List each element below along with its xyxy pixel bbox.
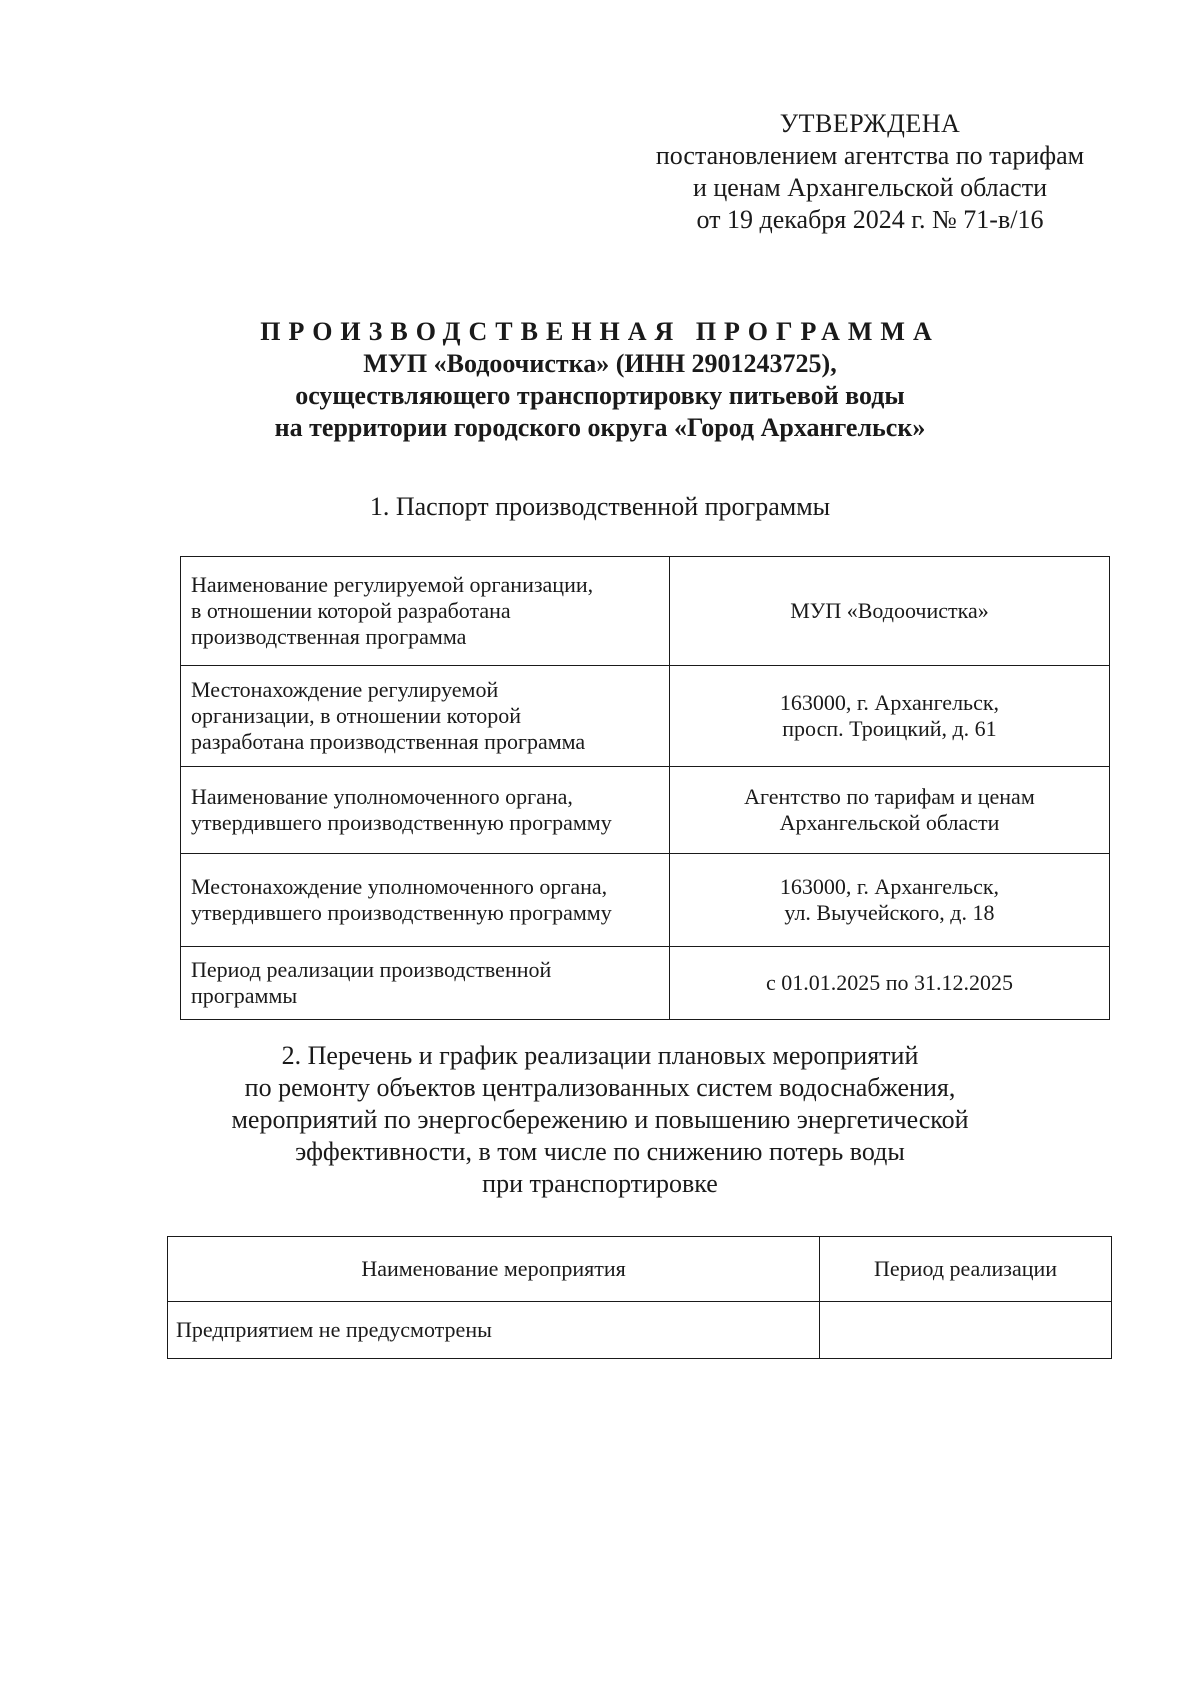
table-row: [181, 854, 1110, 947]
passport-label: [181, 557, 670, 666]
column-header-period: Период реализации: [820, 1237, 1112, 1302]
passport-label-line: Местонахождение уполномоченного органа,: [191, 874, 608, 899]
approval-stamp: [640, 108, 1100, 236]
passport-value-line: просп. Троицкий, д. 61: [782, 716, 997, 741]
passport-label-line: программы: [191, 983, 298, 1008]
section2-heading-line: мероприятий по энергосбережению и повышению энергетической: [231, 1105, 969, 1134]
passport-value-line: 163000, г. Архангельск,: [779, 690, 1000, 715]
passport-label-line: в отношении которой разработана: [191, 598, 511, 623]
passport-label-line: утвердившего производственную программу: [191, 900, 612, 925]
passport-value-line: МУП «Водоочистка»: [790, 598, 989, 623]
passport-label-line: организации, в отношении которой: [191, 703, 521, 728]
column-header-event-name: Наименование мероприятия: [168, 1237, 820, 1302]
table-header-row: [168, 1237, 1112, 1302]
document-title: [150, 316, 1050, 444]
passport-value: [669, 557, 1109, 666]
passport-label-line: Наименование регулируемой организации,: [191, 572, 594, 597]
passport-value-line: с 01.01.2025 по 31.12.2025: [765, 970, 1013, 995]
passport-label-line: Наименование уполномоченного органа,: [191, 784, 573, 809]
passport-value: [669, 767, 1109, 854]
title-activity: осуществляющего транспортировку питьевой воды: [295, 381, 905, 410]
passport-value-line: Архангельской области: [779, 810, 1000, 835]
section2-heading-line: по ремонту объектов централизованных систем водоснабжения,: [244, 1073, 956, 1102]
passport-value-line: Агентство по тарифам и ценам: [744, 784, 1035, 809]
table-row: [181, 557, 1110, 666]
event-period-cell: [820, 1302, 1112, 1359]
events-table: [167, 1236, 1112, 1359]
title-territory: на территории городского округа «Город Архангельск»: [274, 413, 926, 442]
event-name-cell: Предприятием не предусмотрены: [168, 1302, 820, 1359]
section1-heading: 1. Паспорт производственной программы: [369, 492, 831, 521]
passport-label-line: разработана производственная программа: [191, 729, 586, 754]
passport-label: [181, 666, 670, 767]
passport-label: [181, 947, 670, 1020]
passport-value: [669, 947, 1109, 1020]
passport-value: [669, 854, 1109, 947]
passport-label-line: Местонахождение регулируемой: [191, 677, 499, 702]
passport-label: [181, 854, 670, 947]
title-organization: МУП «Водоочистка» (ИНН 2901243725),: [363, 349, 837, 378]
section2-heading-line: при транспортировке: [482, 1169, 718, 1198]
passport-value-line: 163000, г. Архангельск,: [779, 874, 1000, 899]
passport-table: [180, 556, 1110, 1020]
table-row: [181, 767, 1110, 854]
passport-value: [669, 666, 1109, 767]
passport-label-line: утвердившего производственную программу: [191, 810, 612, 835]
title-heading: ПРОИЗВОДСТВЕННАЯ ПРОГРАММА: [260, 317, 940, 346]
section2-heading-line: 2. Перечень и график реализации плановых мероприятий: [281, 1041, 919, 1070]
section2-heading-line: эффективности, в том числе по снижению потерь воды: [295, 1137, 905, 1166]
passport-value-line: ул. Выучейского, д. 18: [784, 900, 995, 925]
approval-line: и ценам Архангельской области: [692, 173, 1048, 202]
table-row: [181, 666, 1110, 767]
section2-heading: [150, 1040, 1050, 1200]
table-row: [181, 947, 1110, 1020]
passport-label: [181, 767, 670, 854]
approval-line: постановлением агентства по тарифам: [655, 141, 1085, 170]
approval-date-line: от 19 декабря 2024 г. № 71-в/16: [696, 205, 1044, 234]
table-row: [168, 1302, 1112, 1359]
passport-label-line: производственная программа: [191, 624, 467, 649]
passport-label-line: Период реализации производственной: [191, 957, 552, 982]
approval-heading: УТВЕРЖДЕНА: [779, 109, 961, 138]
